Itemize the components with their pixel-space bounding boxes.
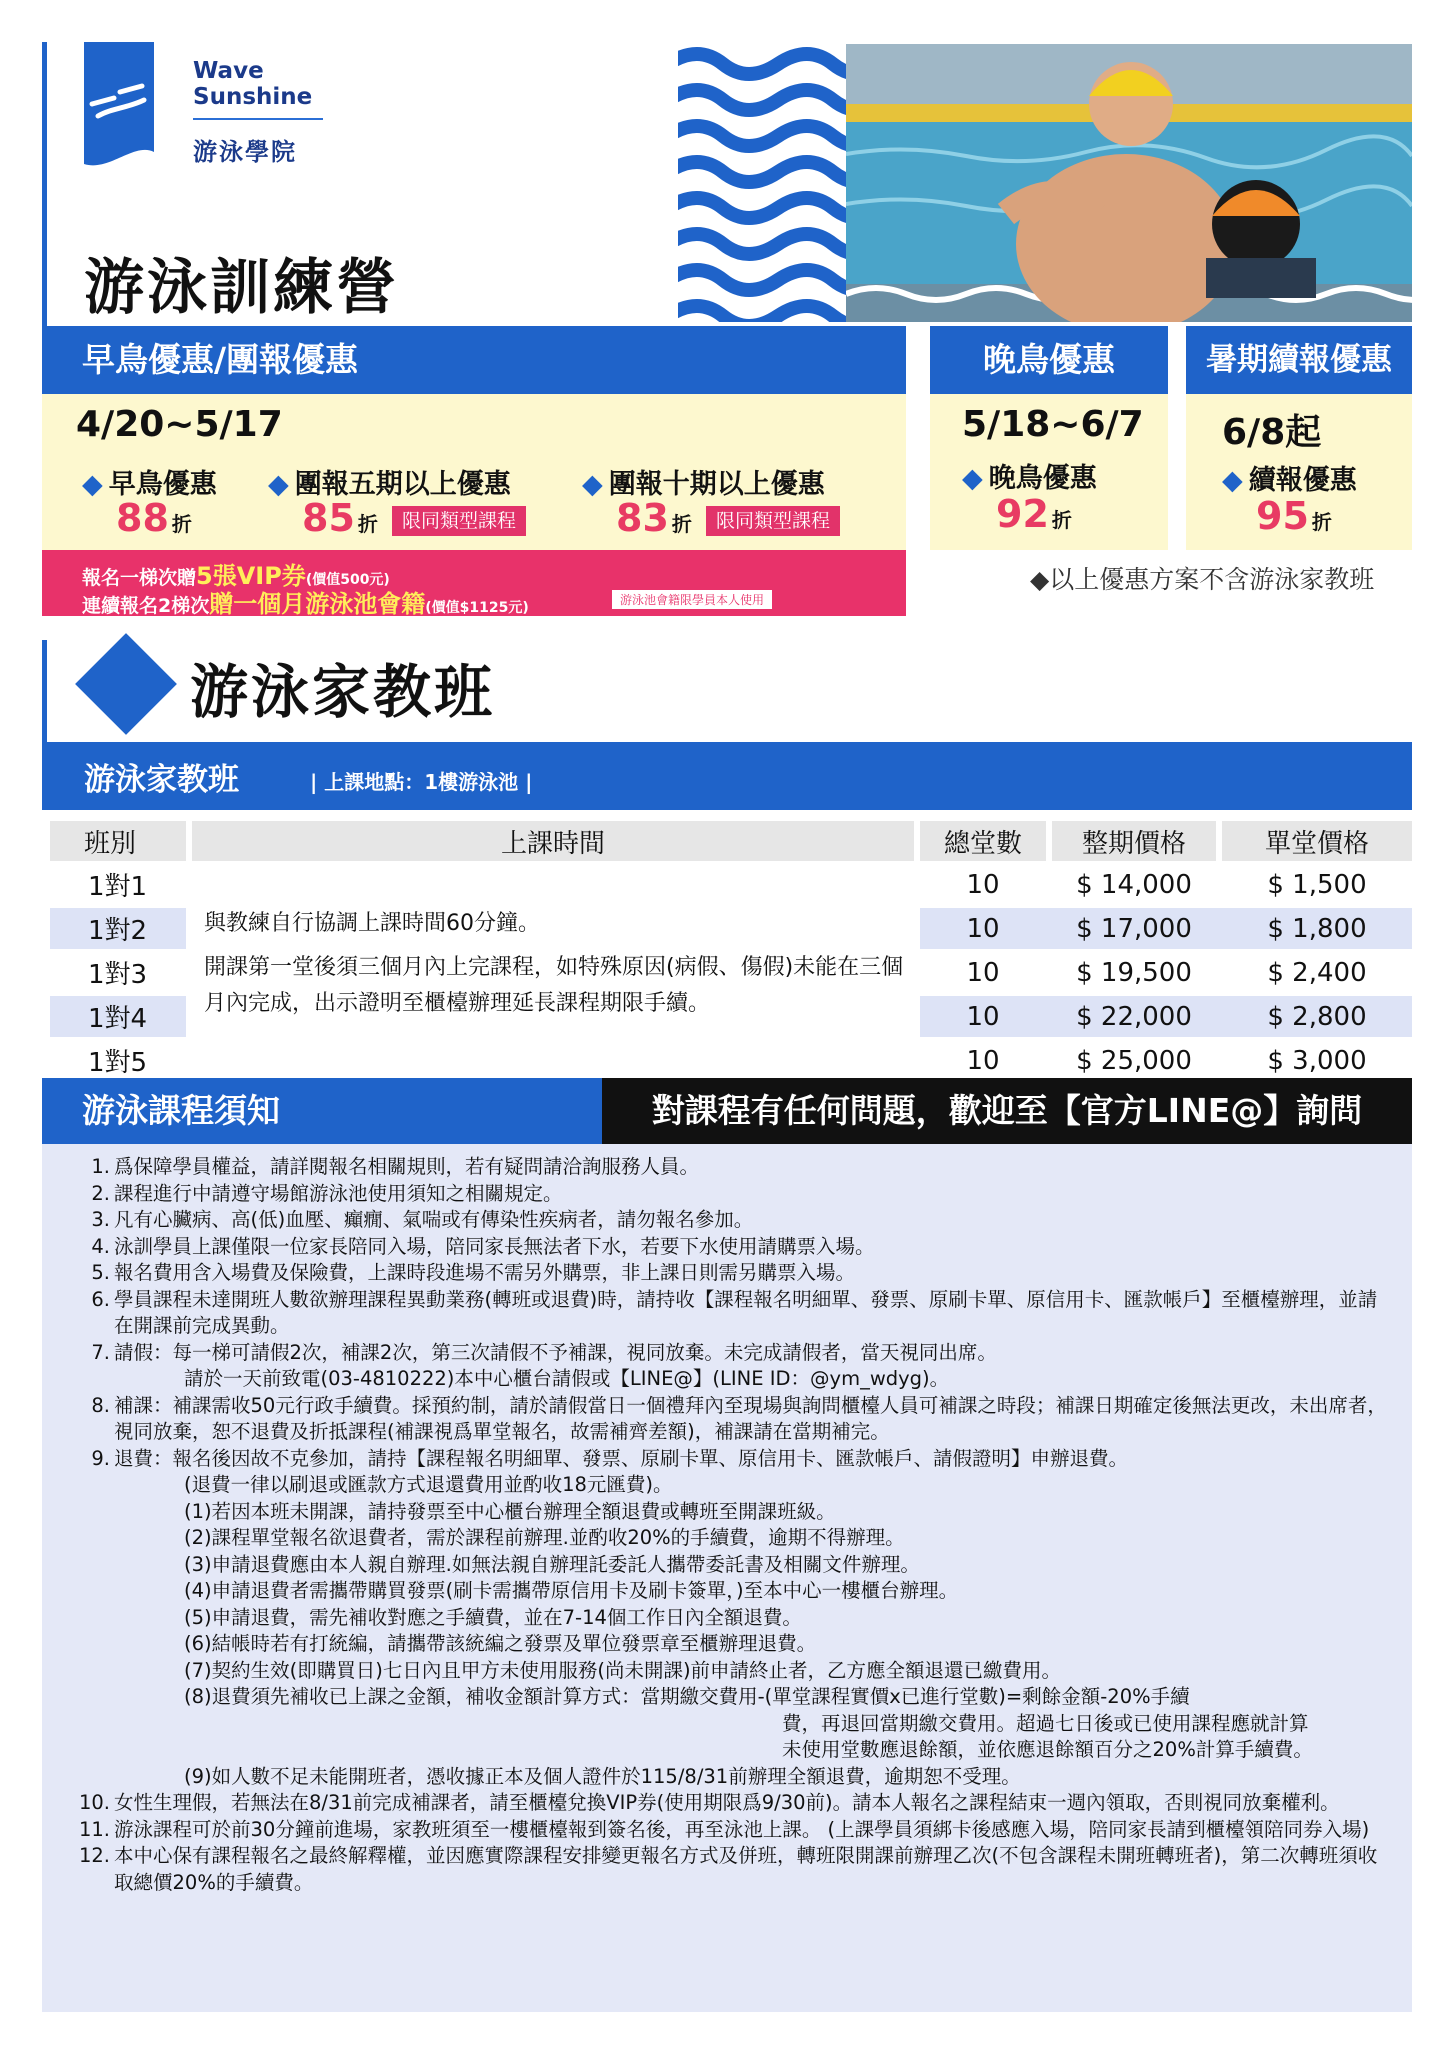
late-promo-date: 5/18~6/7 <box>962 404 1144 445</box>
col-count: 總堂數 <box>920 821 1046 861</box>
late-bird-item: ◆ 晚鳥優惠 <box>962 463 1097 494</box>
col-full-price: 整期價格 <box>1046 821 1222 861</box>
renewal-item: ◆ 續報優惠 <box>1222 465 1357 496</box>
list-item: 7. 請假：每一梯可請假2次，補課2次，第三次請假不予補課，視同放棄。未完成請假者，當天視同出席。 請於一天前致電(03-4810222)本中心櫃台請假或【LINE@】(LINE ID：@ym_wdyg)。 <box>91 1340 997 1390</box>
list-item: 4. 泳訓學員上課僅限一位家長陪同入場，陪同家長無法者下水，若要下水使用請購票入場。 <box>91 1234 875 1258</box>
early-bird-item: ◆ 早鳥優惠 <box>82 469 217 500</box>
renewal-discount: 95 折 <box>1256 494 1332 538</box>
table-row: 1對3 10 $ 19,500 $ 2,400 <box>88 957 1367 990</box>
group-10-discount: 83 折 <box>616 496 692 540</box>
late-promo-header: 晚鳥優惠 <box>930 326 1168 394</box>
page-title: 游泳訓練營 <box>84 253 399 323</box>
list-item: 9. 退費：報名後因故不克參加，請持【課程報名明細單、發票、原刷卡單、原信用卡、匯款帳戶、請假證明】申辦退費。 (退費一律以刷退或匯款方式退還費用並酌收18元匯費)。 (1)若因本班未開課，請持發票至中心櫃台辦理全額退費或轉班至開課班級。 (2)課程單堂報名欲退費者，需於課程前辦理.並酌收20%的手續費，逾期不得辦理。 (3)申請退費應由本人親自辦理.如無法親自辦理託委託人攜帶委託書及相關文件辦理。 (4)申請退費者需攜帶購買發票(刷卡需攜帶原信用卡及刷卡簽單，)至本中心一樓櫃台辦理。 (5)申請退費，需先補收對應之手續費，並在7-14個工作日內全額退費。 (6)結帳時若有打統編，請攜帶該統編之發票及單位發票章至櫃辦理退費。 (7)契約生效(即購買日)七日內且甲方未使用服務(尚未開課)前申請終止者，乙方應全額退還已繳費用。 (8)退費須先補收已上課之金額，補收金額計算方式：當期繳交費用-(單堂課程實價x已進行堂數)=剩餘金額-20%手續 費，再退回當期繳交費用。超過七日後或已使用課程應就計算 未使用堂數應退餘額，並依應退餘額百分之20%計算手續費。 (9)如人數不足未能開班者，憑收據正本及個人證件於115/8/31前辦理全額退費，逾期恕不受理。 <box>91 1446 1313 1788</box>
col-time: 上課時間 <box>186 821 920 861</box>
list-item: 1. 爲保障學員權益，請詳閱報名相關規則，若有疑問請洽詢服務人員。 <box>91 1155 700 1178</box>
table-row: 1對5 10 $ 25,000 $ 3,000 <box>88 1045 1367 1078</box>
group-5-discount: 85 折 <box>302 496 378 540</box>
table-row: 1對2 10 $ 17,000 $ 1,800 <box>50 908 1412 949</box>
diamond-icon: ◆ <box>1222 465 1243 496</box>
left-accent-rule <box>42 42 47 327</box>
table-row: 1對1 10 $ 14,000 $ 1,500 <box>88 869 1367 902</box>
list-item: 11. 游泳課程可於前30分鐘前進場，家教班須至一樓櫃檯報到簽名後，再至泳池上課。 (上課學員須綁卡後感應入場，陪同家長請到櫃檯領陪同券入場) <box>78 1817 1370 1841</box>
tutor-table-title: 游泳家教班 <box>84 762 239 798</box>
member-note: 游泳池會籍限學員本人使用 <box>612 590 772 609</box>
notice-panel <box>42 1144 1412 2012</box>
group-10-item: ◆ 團報十期以上優惠 <box>582 469 825 500</box>
late-bird-discount: 92 折 <box>996 492 1072 536</box>
list-item: 12. 本中心保有課程報名之最終解釋權，並因應實際課程安排變更報名方式及併班，轉班限開課前辦理乙次(不包含課程未開班轉班者)，第二次轉班須收取總價20%的手續費。 <box>78 1844 1378 1894</box>
brand-divider <box>193 118 323 120</box>
tutor-section-title: 游泳家教班 <box>190 658 496 726</box>
tutor-location: | 上課地點：1樓游泳池 | <box>310 770 533 794</box>
list-item: 2. 課程進行中請遵守場館游泳池使用須知之相關規定。 <box>91 1181 563 1205</box>
section-accent-rule <box>42 640 47 742</box>
wave-pattern <box>678 44 846 322</box>
group-5-tag: 限同類型課程 <box>392 506 526 536</box>
notice-list <box>72 1154 1392 1896</box>
list-item: 10. 女性生理假，若無法在8/31前完成補課者，請至櫃檯兌換VIP券(使用期限爲9/30前)。請本人報名之課程結束一週內領取，否則視同放棄權利。 <box>78 1791 1340 1814</box>
early-promo-date: 4/20~5/17 <box>76 404 283 445</box>
tutor-table-bar <box>42 742 1412 810</box>
group-10-tag: 限同類型課程 <box>706 506 840 536</box>
diamond-icon: ◆ <box>268 469 289 500</box>
list-item: 5. 報名費用含入場費及保險費，上課時段進場不需另外購票，非上課日則需另購票入場。 <box>91 1261 856 1284</box>
summer-promo-date: 6/8起 <box>1222 412 1322 453</box>
diamond-icon: ◆ <box>82 469 103 500</box>
diamond-icon: ◆ <box>582 469 603 500</box>
diamond-icon: ◆ <box>962 463 983 494</box>
early-promo-header: 早鳥優惠/團報優惠 <box>42 326 906 394</box>
diamond-icon <box>75 633 177 735</box>
group-5-item: ◆ 團報五期以上優惠 <box>268 469 511 500</box>
swim-coach-photo <box>846 44 1412 322</box>
line-contact-banner: 對課程有任何問題，歡迎至【官方LINE@】詢問 <box>602 1078 1412 1144</box>
list-item: 3. 凡有心臟病、高(低)血壓、癲癇、氣喘或有傳染性疾病者，請勿報名參加。 <box>91 1208 754 1231</box>
summer-promo-header: 暑期續報優惠 <box>1186 326 1412 394</box>
brand-name-cn: 游泳學院 <box>193 138 297 166</box>
col-class: 班別 <box>50 821 186 861</box>
list-item: 6. 學員課程未達開班人數欲辦理課程異動業務(轉班或退費)時，請持收【課程報名明細單、發票、原刷卡單、原信用卡、匯款帳戶】至櫃檯辦理，並請在開課前完成異動。 <box>91 1287 1378 1337</box>
list-item: 8. 補課：補課需收50元行政手續費。採預約制，請於請假當日一個禮拜內至現場與詢問櫃檯人員可補課之時段；補課日期確定後無法更改，未出席者，視同放棄，恕不退費及折抵課程(補課視爲單堂報名，故需補齊差額)，補課請在當期補完。 <box>91 1393 1387 1443</box>
table-row: 1對4 10 $ 22,000 $ 2,800 <box>50 996 1412 1037</box>
gift-line-2: 連續報名2梯次贈一個月游泳池會籍(價值$1125元) <box>82 590 529 618</box>
notice-title: 游泳課程須知 <box>42 1078 602 1144</box>
class-time-description: 與教練自行協調上課時間60分鐘。 開課第一堂後須三個月內上完課程，如特殊原因(病假、傷假)未能在三個月內完成，出示證明至櫃檯辦理延長課程期限手續。 <box>204 911 904 1016</box>
gift-banner <box>42 550 906 616</box>
early-bird-discount: 88 折 <box>116 496 192 540</box>
brand-name-en: Wave Sunshine <box>193 58 313 110</box>
wave-sunshine-logo <box>84 42 154 172</box>
table-header-row <box>50 821 1412 861</box>
col-single-price: 單堂價格 <box>1222 821 1412 861</box>
exclusion-note: ◆以上優惠方案不含游泳家教班 <box>1030 565 1375 594</box>
gift-line-1: 報名一梯次贈5張VIP券(價值500元) <box>82 562 390 590</box>
